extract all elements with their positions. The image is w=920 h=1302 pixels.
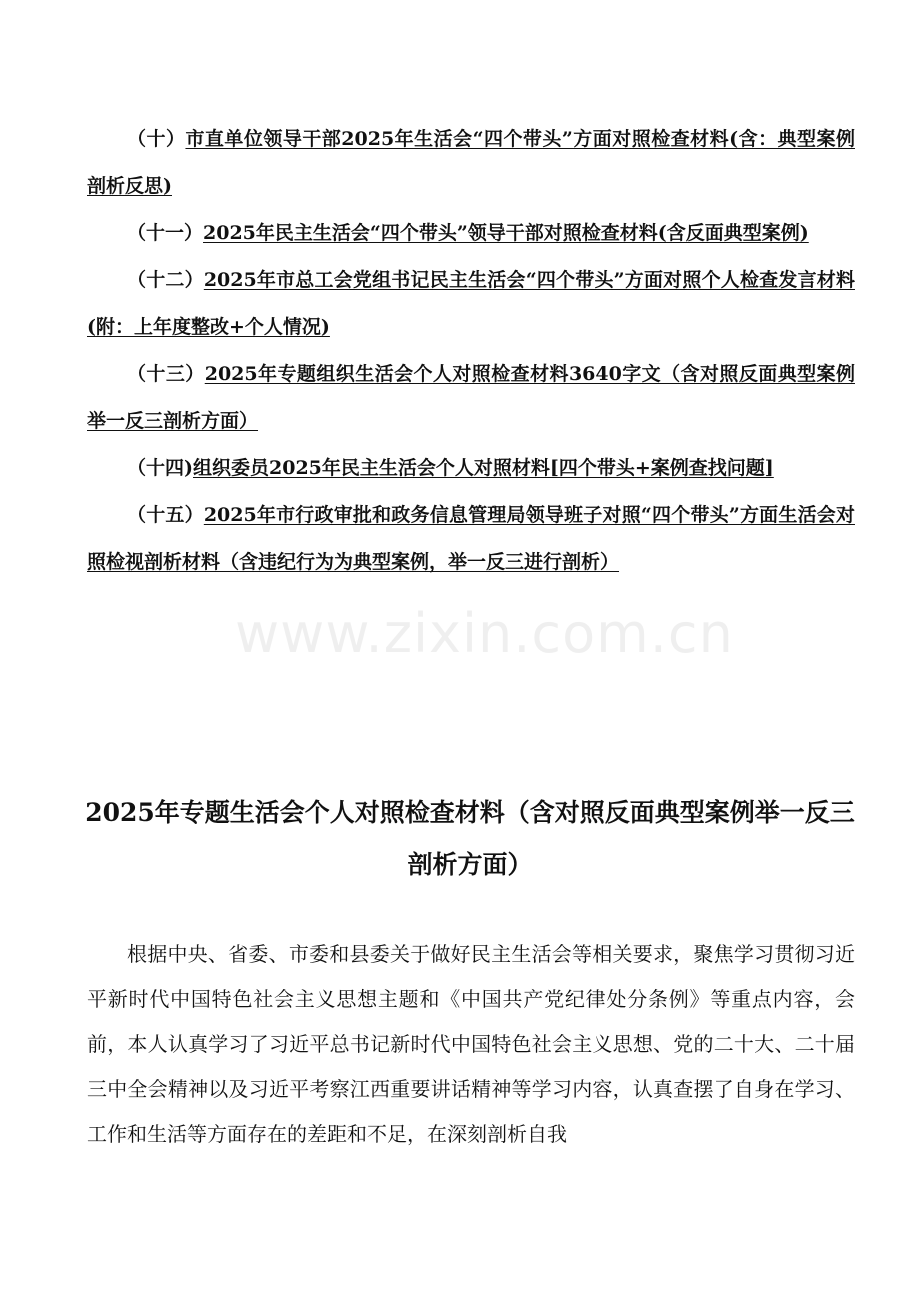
toc-entry-10 bbox=[87, 116, 855, 210]
watermark: www.zixin.com.cn bbox=[235, 602, 734, 665]
toc-link-10[interactable]: 市直单位领导干部2025年生活会“四个带头”方面对照检查材料(含：典型案例剖析反思) bbox=[87, 128, 855, 197]
toc-link-11[interactable]: 2025年民主生活会“四个带头”领导干部对照检查材料(含反面典型案例) bbox=[203, 222, 809, 244]
toc-link-15[interactable]: 2025年市行政审批和政务信息管理局领导班子对照“四个带头”方面生活会对照检视剖析材料（含违纪行为为典型案例，举一反三进行剖析） bbox=[87, 504, 855, 573]
toc-entry-11 bbox=[87, 210, 855, 257]
toc-number: （十二） bbox=[127, 269, 204, 291]
body-paragraph: 根据中央、省委、市委和县委关于做好民主生活会等相关要求，聚焦学习贯彻习近平新时代中国特色社会主义思想主题和《中国共产党纪律处分条例》等重点内容，会前，本人认真学习了习近平总书记新时代中国特色社会主义思想、党的二十大、二十届三中全会精神以及习近平考察江西重要讲话精神等学习内容，认真查摆了自身在学习、工作和生活等方面存在的差距和不足，在深刻剖析自我 bbox=[87, 942, 855, 1146]
toc-link-13[interactable]: 2025年专题组织生活会个人对照检查材料3640字文（含对照反面典型案例举一反三剖析方面） bbox=[87, 363, 855, 432]
toc-entry-14 bbox=[87, 445, 855, 492]
toc-link-12[interactable]: 2025年市总工会党组书记民主生活会“四个带头”方面对照个人检查发言材料(附：上年度整改+个人情况) bbox=[87, 269, 855, 338]
toc-entry-13 bbox=[87, 351, 855, 445]
document-title: 2025年专题生活会个人对照检查材料（含对照反面典型案例举一反三剖析方面） bbox=[85, 798, 855, 879]
table-of-contents bbox=[87, 116, 855, 586]
toc-number: （十） bbox=[127, 128, 186, 150]
toc-number: （十四) bbox=[127, 457, 193, 479]
toc-number: （十一） bbox=[127, 222, 204, 244]
toc-entry-15 bbox=[87, 492, 855, 586]
toc-number: （十三） bbox=[127, 363, 205, 385]
toc-link-14[interactable]: 组织委员2025年民主生活会个人对照材料[四个带头+案例查找问题] bbox=[193, 457, 774, 479]
toc-number: （十五） bbox=[127, 504, 204, 526]
toc-entry-12 bbox=[87, 257, 855, 351]
